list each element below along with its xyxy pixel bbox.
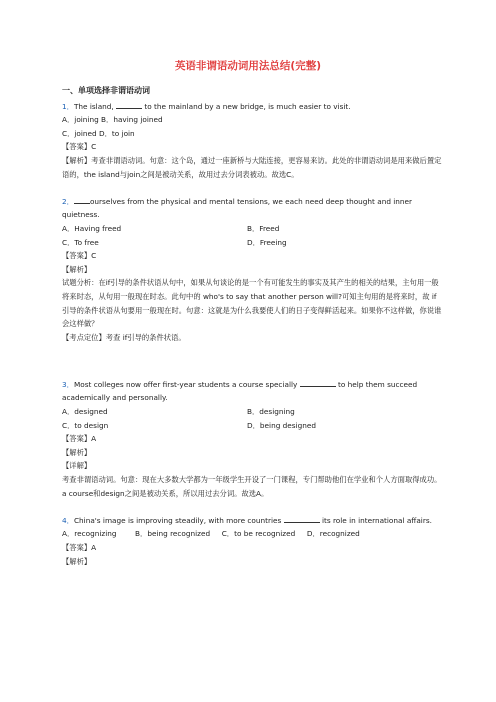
option-b: B．designing [247, 407, 295, 417]
answer-blank [300, 378, 336, 387]
analysis: 【解析】考查非谓语动词。句意：这个岛，通过一座新桥与大陆连接，更容易来访。此处的非谓语动词是用来做后置定语的，the island与join之间是被动关系，故用过去分词表被动。故选C。 [62, 155, 442, 179]
question-3: 3．Most colleges now offer first-year students a course specially to help them succeed academically and personally. A．designed B．designing C．to design D．being designed 【答案】A 【解析】 【详解】 考查非谓语动词。句意：现在大多数大学都为一年级学生开设了一门课程，专门帮助他们在学业和个人方面取得成功。a course和design之间是被动关系，所以用过去分词。故选A。 [62, 378, 442, 500]
answer-blank [116, 100, 142, 109]
options-cd: C．joined D．to join [62, 128, 135, 138]
section-heading: 一、单项选择非谓语动词 [62, 86, 150, 95]
answer: 【答案】C [62, 142, 97, 152]
answer: 【答案】A [62, 434, 97, 444]
question-1: 1．The island, to the mainland by a new bridge, is much easier to visit. A．joining B．having joined C．joined D．to join 【答案】C 【解析】考查非谓语动词。句意：这个岛，通过一座新桥与大陆连接，更容易来访。此处的非谓语动词是用来做后置定语的，the island与join之间是被动关系，故用过去分词表被动。故选C。 [62, 100, 442, 182]
answer-blank [74, 195, 90, 204]
analysis: 试题分析：在if引导的条件状语从句中，如果从句谈论的是一个有可能发生的事实及其产生的相关的结果，主句用一般将来时态，从句用一般现在时态。此句中的 who's to say that another person will?可知主句用的是将来时，故 if引导的条件状语从句要用一般现在时。句意：这就是为什么我要使人们的日子变得鲜活起来。如果你不这样做，你说谁会这样做？ [62, 278, 442, 329]
question-number: 3． [62, 379, 74, 389]
answer-blank [284, 514, 320, 523]
document-body [62, 84, 442, 568]
question-number: 1． [62, 101, 74, 111]
option-a: A．designed [62, 407, 108, 417]
document-title: 英语非谓语动词用法总结(完整) [174, 60, 322, 72]
question-4: 4．China's image is improving steadily, with more countries its role in international affairs. A．recognizing B．being recognized C．to be recognized D．recognized 【答案】A 【解析】 [62, 514, 442, 568]
answer: 【答案】C [62, 251, 97, 261]
answer: 【答案】A [62, 543, 97, 552]
detail: 考查非谓语动词。句意：现在大多数大学都为一年级学生开设了一门课程，专门帮助他们在学业和个人方面取得成功。a course和design之间是被动关系，所以用过去分词。故选A。 [62, 475, 442, 498]
question-number: 4． [62, 515, 74, 525]
analysis-label: 【解析】 [62, 447, 92, 457]
option-c: C．To free [62, 237, 99, 247]
question-number: 2． [62, 196, 74, 206]
option-d: D．being designed [247, 420, 316, 430]
option-a: A．Having freed [62, 223, 122, 233]
question-2: 2． ourselves from the physical and mental tensions, we each need deep thought and inner quietness. A．Having freed B．Freed C．To free D．Freeing 【答案】C 【解析】 试题分析：在if引导的条件状语从句中，如果从句谈论的是一个有可能发生的事实及其产生的相关的结果，主句用一般将来时态，从句用一般现在时态。此句中的 who's to say that another person will?可知主句用的是将来时，故 if引导的条件状语从句要用一般现在时。句意：这就是为什么我要使人们的日子变得鲜活起来。如果你不这样做，你说谁会这样做？ 【考点定位】考查 if引导的条件状语。 [62, 195, 442, 345]
options-ab: A．joining B．having joined [62, 115, 163, 125]
option-d: D．Freeing [247, 237, 287, 247]
detail-label: 【详解】 [62, 461, 92, 471]
option-b: B．Freed [247, 223, 280, 233]
exam-point: 【考点定位】考查 if引导的条件状语。 [62, 332, 186, 342]
options: A．recognizing B．being recognized C．to be recognized D．recognized [62, 529, 360, 539]
analysis-label: 【解析】 [62, 556, 92, 566]
analysis-label: 【解析】 [62, 264, 92, 274]
option-c: C．to design [62, 420, 109, 430]
